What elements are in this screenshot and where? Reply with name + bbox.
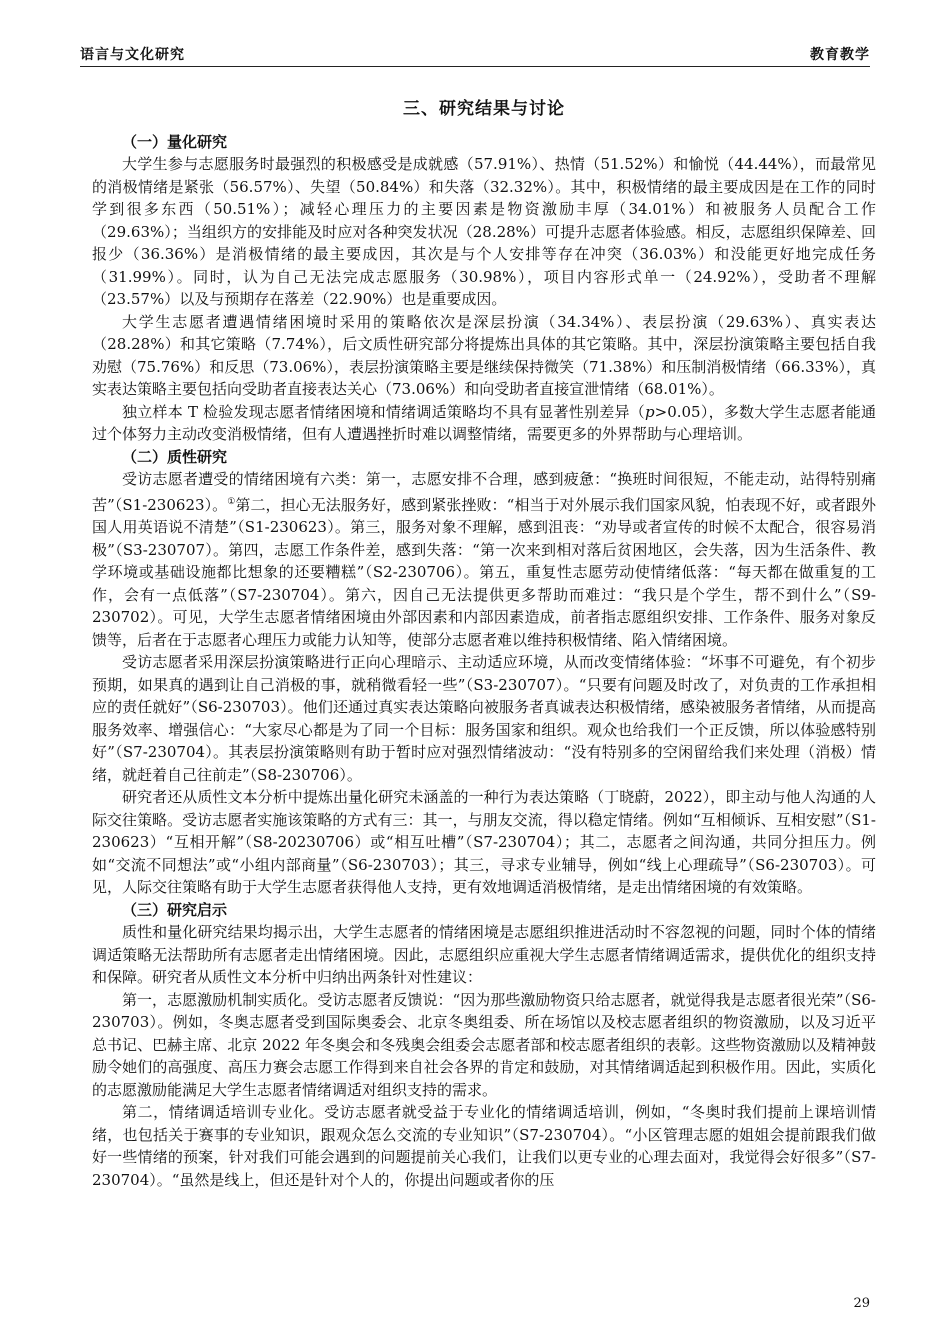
paragraph: 质性和量化研究结果均揭示出，大学生志愿者的情绪困境是志愿组织推进活动时不容忽视的问题，同时个体的情绪调适策略无法帮助所有志愿者走出情绪困境。因此，志愿组织应重视大学生志愿者情绪调适需求，提供优化的组织支持和保障。研究者从质性文本分析中归纳出两条针对性建议： [92,923,876,986]
subsection-title-implications: （三）研究启示 [122,900,228,919]
paragraph-text: 独立样本 T 检验发现志愿者情绪困境和情绪调适策略均不具有显著性别差异（ [122,402,646,421]
p-value-symbol: p [645,402,655,421]
paragraph-text: 受访志愿者遭受的情绪困境有六类：第一，志愿安排不合理，感到疲惫：“换班时间很短，不能走动，站得特别痛苦”（S1-230623）。 [92,470,876,514]
footnote-marker[interactable]: ① [227,496,236,507]
paragraph: 受访志愿者采用深层扮演策略进行正向心理暗示、主动适应环境，从而改变情绪体验：“坏事不可避免，有个初步预期，如果真的遇到让自己消极的事，就稍微看轻一些”（S3-230707）。“只要有问题及时改了，对负责的工作承担相应的责任就好”（S6-230703）。他们还通过真实表达策略向被服务者真诚表达积极情绪，感染被服务者情绪，从而提高服务效率、增强信心：“大家尽心都是为了同一个目标：服务国家和组织。观众也给我们一个正反馈，所以体验感特别好”（S7-230704）。其表层扮演策略则有助于暂时应对强烈情绪波动：“没有特别多的空闲留给我们来处理（消极）情绪，就赶着自己往前走”（S8-230706）。 [92,653,876,784]
article-body [92,98,876,1191]
paragraph: 第二，情绪调适培训专业化。受访志愿者就受益于专业化的情绪调适培训，例如，“冬奥时我们提前上课培训情绪，也包括关于赛事的专业知识，跟观众怎么交流的专业知识”（S7-230704）。“小区管理志愿的姐姐会提前跟我们做好一些情绪的预案，针对我们可能会遇到的问题提前关心我们，让我们以更专业的心理去面对，我觉得会好很多”（S7-230704）。“虽然是线上，但还是针对个人的，你提出问题或者你的压 [92,1103,876,1189]
paragraph: 研究者还从质性文本分析中提炼出量化研究未涵盖的一种行为表达策略（丁晓蔚，2022），即主动与他人沟通的人际交往策略。受访志愿者实施该策略的方式有三：其一，与朋友交流，得以稳定情绪。例如“互相倾诉、互相安慰”（S1-230623）“互相开解”（S8-20230706）或“相互吐槽”（S7-230704）；其二，志愿者之间沟通，共同分担压力。例如“交流不同想法”或“小组内部商量”（S6-230703）；其三，寻求专业辅导，例如“线上心理疏导”（S6-230703）。可见，人际交往策略有助于大学生志愿者获得他人支持，更有效地调适消极情绪，是走出情绪困境的有效策略。 [92,788,876,896]
paragraph-text: 第二，担心无法服务好，感到紧张挫败：“相当于对外展示我们国家风貌，怕表现不好，或者跟外国人用英语说不清楚”（S1-230623）。第三，服务对象不理解，感到沮丧：“劝导或者宣传的时候不太配合，很容易消极”（S3-230707）。第四，志愿工作条件差，感到失落：“第一次来到相对落后贫困地区，会失落，因为生活条件、教学环境或基础设施都比想象的还要糟糕”（S2-230706）。第五，重复性志愿劳动使情绪低落：“每天都在做重复的工作，会有一点低落”（S7-230704）。第六，因自己无法提供更多帮助而难过：“我只是个学生，帮不到什么”（S9-230702）。可见，大学生志愿者情绪困境由外部因素和内部因素造成，前者指志愿组织安排、工作条件、服务对象反馈等，后者在于志愿者心理压力或能力认知等，使部分志愿者难以维持积极情绪、陷入情绪困境。 [92,495,876,649]
section-title: 三、研究结果与讨论 [403,99,565,119]
paragraph: 大学生志愿者遭遇情绪困境时采用的策略依次是深层扮演（34.34%）、表层扮演（29.63%）、真实表达（28.28%）和其它策略（7.74%），后文质性研究部分将提炼出具体的其它策略。其中，深层扮演策略主要包括自我劝慰（75.76%）和反思（73.06%），表层扮演策略主要是继续保持微笑（71.38%）和压制消极情绪（66.33%），真实表达策略主要包括向受助者直接表达关心（73.06%）和向受助者直接宣泄情绪（68.01%）。 [92,312,876,398]
section-category: 教育教学 [810,47,870,63]
journal-name: 语言与文化研究 [80,47,185,63]
header-divider [80,66,870,67]
subsection-title-qual: （二）质性研究 [122,447,228,466]
paragraph: 第一，志愿激励机制实质化。受访志愿者反馈说：“因为那些激励物资只给志愿者，就觉得我是志愿者很光荣”（S6-230703）。例如，冬奥志愿者受到国际奥委会、北京冬奥组委、所在场馆以及校志愿者组织的物资激励，以及习近平总书记、巴赫主席、北京 2022 年冬奥会和冬残奥会组委会志愿者部和校志愿者组织的表彰。这些物资激励以及精神鼓励令她们的高强度、高压力赛会志愿工作得到来自社会各界的肯定和鼓励，对其情绪调适起到积极作用。因此，实质化的志愿激励能满足大学生志愿者情绪调适对组织支持的需求。 [92,990,876,1099]
paragraph [92,468,876,651]
page-number: 29 [853,1296,870,1311]
paragraph-text: >0.05），多数大学生志愿者能通过个体努力主动改变消极情绪，但有人遭遇挫折时难以调整情绪，需要更多的外界帮助与心理培训。 [92,402,876,443]
paragraph: 大学生参与志愿服务时最强烈的积极感受是成就感（57.91%）、热情（51.52%）和愉悦（44.44%），而最常见的消极情绪是紧张（56.57%）、失望（50.84%）和失落（32.32%）。其中，积极情绪的最主要成因是在工作的同时学到很多东西（50.51%）；减轻心理压力的主要因素是物资激励丰厚（34.01%）和被服务人员配合工作（29.63%）；当组织方的安排能及时应对各种突发状况（28.28%）可提升志愿者体验感。相反，志愿组织保障差、回报少（36.36%）是消极情绪的最主要成因，其次是与个人安排等存在冲突（36.03%）和没能更好地完成任务（31.99%）。同时，认为自己无法完成志愿服务（30.98%），项目内容形式单一（24.92%），受助者不理解（23.57%）以及与预期存在落差（22.90%）也是重要成因。 [92,155,876,308]
paragraph [92,401,876,446]
subsection-title-quant: （一）量化研究 [122,132,228,151]
